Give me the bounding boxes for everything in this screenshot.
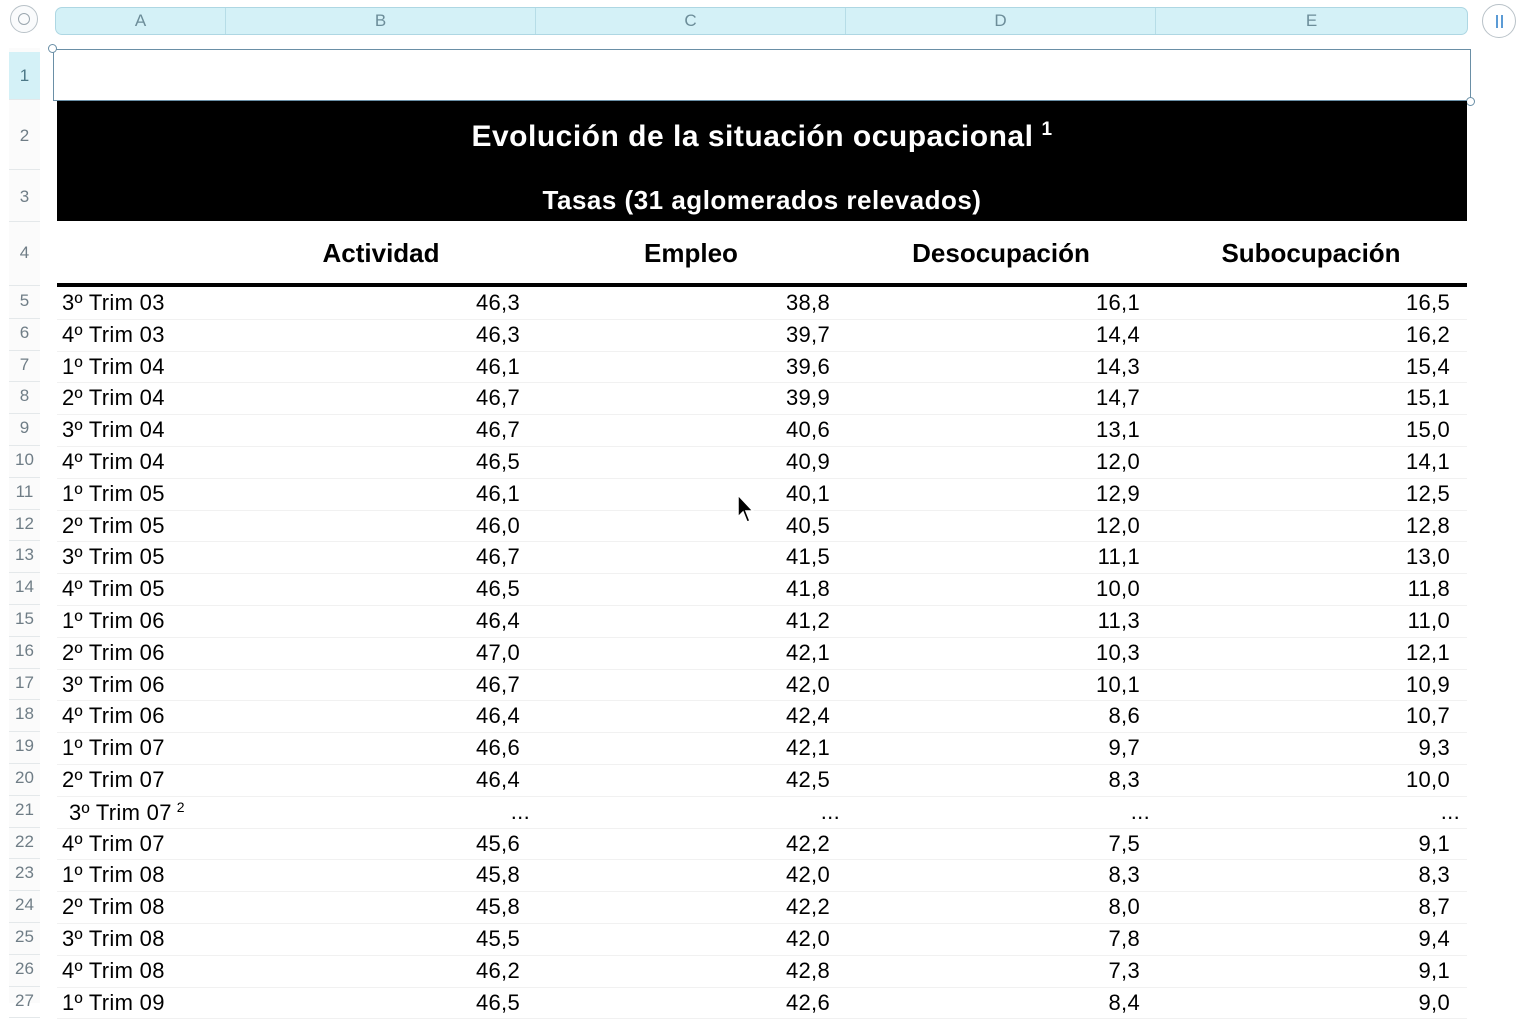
empleo-cell[interactable]: 39,9 [785, 385, 830, 411]
actividad-cell[interactable]: 46,1 [475, 353, 520, 379]
subocupacion-cell[interactable]: 9,1 [1418, 957, 1450, 983]
period-text: 3º Trim 04 [62, 417, 165, 443]
pause-icon [1496, 15, 1498, 28]
column-header-c[interactable]: C [536, 8, 846, 34]
empleo-cell[interactable]: 42,2 [785, 894, 830, 920]
actividad-cell[interactable]: ... [510, 798, 530, 824]
row-gridline [57, 382, 1467, 383]
desocupacion-cell[interactable]: 12,0 [1095, 449, 1140, 474]
selected-row-1[interactable] [53, 49, 1471, 101]
row-header[interactable]: 9 [9, 414, 40, 446]
period-text: 2º Trim 07 [62, 767, 165, 792]
empleo-cell[interactable]: 42,1 [785, 639, 830, 665]
header-actividad: Actividad [322, 238, 440, 268]
desocupacion-cell[interactable]: 8,6 [1108, 703, 1140, 729]
select-all-button[interactable] [10, 5, 38, 33]
row-gridline [57, 319, 1467, 320]
period-label[interactable] [62, 862, 165, 888]
row-header[interactable]: 18 [9, 700, 40, 732]
actividad-cell[interactable]: 46,7 [475, 417, 520, 443]
row-gridline [57, 573, 1467, 574]
row-header[interactable]: 17 [9, 669, 40, 701]
desocupacion-cell[interactable]: 11,1 [1097, 544, 1140, 570]
empleo-cell[interactable]: 41,2 [785, 608, 830, 633]
row-header[interactable]: 22 [9, 828, 40, 860]
subocupacion-cell[interactable]: 11,0 [1407, 608, 1450, 633]
period-label[interactable] [62, 354, 165, 380]
desocupacion-cell[interactable]: 10,0 [1095, 576, 1140, 602]
period-label[interactable] [62, 767, 165, 793]
row-header[interactable]: 24 [9, 891, 40, 923]
row-header[interactable]: 12 [9, 510, 40, 542]
footnote-marker: 2 [176, 798, 185, 815]
period-text: 4º Trim 04 [62, 449, 165, 474]
actividad-cell[interactable]: 46,1 [475, 480, 520, 506]
subocupacion-cell[interactable]: 12,5 [1405, 480, 1450, 506]
row-gridline [57, 859, 1467, 860]
empleo-cell[interactable]: 40,9 [785, 449, 830, 474]
period-text: 4º Trim 05 [62, 576, 165, 602]
period-text: 3º Trim 07 [69, 799, 172, 825]
period-label[interactable] [62, 926, 165, 952]
actividad-cell[interactable]: 46,7 [475, 544, 520, 570]
table-title: Evolución de la situación ocupacional $^1$ [471, 119, 1053, 153]
period-label[interactable] [62, 640, 165, 666]
subocupacion-cell[interactable]: 9,3 [1418, 735, 1450, 761]
desocupacion-cell[interactable]: 12,9 [1095, 480, 1140, 506]
empleo-cell[interactable]: 40,1 [785, 480, 830, 506]
row-gridline [57, 828, 1467, 829]
actividad-cell[interactable]: 45,8 [475, 862, 520, 888]
subocupacion-cell[interactable]: ... [1440, 798, 1460, 824]
desocupacion-cell[interactable]: 12,0 [1095, 512, 1140, 538]
empleo-cell[interactable]: 40,5 [785, 512, 830, 538]
period-label[interactable] [62, 735, 165, 761]
period-label[interactable] [62, 417, 165, 443]
row-gridline [57, 700, 1467, 701]
subocupacion-cell[interactable]: 12,1 [1405, 639, 1450, 665]
period-text: 3º Trim 06 [62, 671, 165, 697]
row-gridline [57, 637, 1467, 638]
period-text: 1º Trim 07 [62, 735, 165, 761]
period-label[interactable] [62, 544, 165, 570]
empleo-cell[interactable]: 42,4 [785, 703, 830, 729]
subocupacion-cell[interactable]: 11,8 [1407, 576, 1450, 602]
desocupacion-cell[interactable]: 14,4 [1095, 321, 1140, 347]
actividad-cell[interactable]: 46,2 [475, 957, 520, 983]
row-gridline [57, 891, 1467, 892]
period-text: 2º Trim 06 [62, 639, 165, 665]
row-header[interactable]: 19 [9, 732, 40, 764]
row-gridline [57, 478, 1467, 479]
row-header[interactable]: 27 [9, 987, 40, 1019]
actividad-cell[interactable]: 46,4 [475, 703, 520, 729]
desocupacion-cell[interactable]: 9,7 [1108, 735, 1140, 761]
row-header[interactable]: 5 [9, 287, 40, 319]
row-gridline [57, 541, 1467, 542]
actividad-cell[interactable]: 46,5 [475, 576, 520, 602]
period-text: 2º Trim 05 [62, 512, 165, 538]
period-label[interactable] [62, 958, 165, 984]
period-label[interactable] [62, 608, 165, 634]
desocupacion-cell[interactable]: 7,3 [1108, 957, 1140, 983]
period-label[interactable] [62, 449, 165, 475]
empleo-cell[interactable]: 38,8 [785, 290, 830, 315]
desocupacion-cell[interactable]: 8,3 [1108, 767, 1140, 792]
empleo-cell[interactable]: 42,6 [785, 989, 830, 1015]
empleo-cell[interactable]: 42,0 [785, 671, 830, 697]
row-header[interactable]: 6 [9, 319, 40, 351]
desocupacion-cell[interactable]: 7,8 [1108, 926, 1140, 951]
period-text: 2º Trim 04 [62, 385, 165, 411]
subocupacion-cell[interactable]: 16,5 [1405, 290, 1450, 315]
period-label[interactable] [62, 481, 165, 507]
desocupacion-cell[interactable]: 10,1 [1095, 671, 1140, 697]
period-text: 1º Trim 06 [62, 608, 165, 633]
desocupacion-cell[interactable]: 8,4 [1108, 989, 1140, 1015]
column-header-bar[interactable] [55, 7, 1468, 35]
subocupacion-cell[interactable]: 10,9 [1405, 671, 1450, 697]
row-header[interactable]: 14 [9, 573, 40, 605]
empleo-cell[interactable]: 42,1 [785, 735, 830, 761]
period-label[interactable] [69, 799, 185, 826]
actividad-cell[interactable]: 46,5 [475, 449, 520, 474]
actividad-cell[interactable]: 46,4 [475, 608, 520, 633]
actividad-cell[interactable]: 45,8 [475, 894, 520, 920]
row-gridline [57, 669, 1467, 670]
row-gridline [57, 351, 1467, 352]
mouse-pointer-icon [736, 493, 756, 525]
row-header[interactable]: 10 [9, 446, 40, 478]
actividad-cell[interactable]: 47,0 [475, 639, 520, 665]
row-header[interactable]: 25 [9, 923, 40, 955]
header-subocupacion: Subocupación [1221, 238, 1401, 268]
row-header[interactable]: 20 [9, 764, 40, 796]
actividad-cell[interactable]: 46,6 [475, 735, 520, 761]
period-label[interactable] [62, 322, 165, 348]
period-text: 3º Trim 03 [62, 290, 165, 315]
period-text: 4º Trim 03 [62, 321, 165, 347]
column-header-b[interactable]: B [226, 8, 536, 34]
header-divider [57, 283, 1467, 287]
empleo-cell[interactable]: 42,8 [785, 957, 830, 983]
column-header-a[interactable]: A [56, 8, 226, 34]
period-label[interactable] [62, 290, 165, 316]
title-band [57, 101, 1467, 221]
period-text: 3º Trim 08 [62, 926, 165, 951]
period-text: 4º Trim 06 [62, 703, 165, 729]
period-text: 1º Trim 08 [62, 862, 165, 888]
row-header[interactable]: 13 [9, 541, 40, 573]
row-header[interactable]: 15 [9, 605, 40, 637]
header-desocupacion: Desocupación [912, 238, 1090, 268]
desocupacion-cell[interactable]: 7,5 [1108, 830, 1140, 856]
resize-handle-top-left[interactable] [48, 44, 57, 53]
empleo-cell[interactable]: 39,6 [785, 353, 830, 379]
desocupacion-cell[interactable]: 10,3 [1095, 639, 1140, 665]
period-label[interactable] [62, 513, 165, 539]
subocupacion-cell[interactable]: 8,3 [1418, 862, 1450, 888]
row-header-1[interactable]: 1 [9, 52, 40, 100]
desocupacion-cell[interactable]: 14,7 [1095, 385, 1140, 411]
desocupacion-cell[interactable]: ... [1130, 798, 1150, 824]
row-header-4[interactable]: 4 [9, 222, 40, 286]
actividad-cell[interactable]: 46,3 [475, 321, 520, 347]
period-label[interactable] [62, 672, 165, 698]
pause-icon [1501, 15, 1503, 28]
freeze-columns-button[interactable] [1482, 4, 1516, 38]
subocupacion-cell[interactable]: 9,1 [1418, 830, 1450, 856]
empleo-cell[interactable]: 41,8 [785, 576, 830, 602]
row-header-2[interactable]: 2 [9, 100, 40, 170]
desocupacion-cell[interactable]: 14,3 [1095, 353, 1140, 379]
column-header-e[interactable]: E [1305, 11, 1318, 30]
actividad-cell[interactable]: 45,5 [475, 926, 520, 951]
actividad-cell[interactable]: 45,6 [475, 830, 520, 856]
desocupacion-cell[interactable]: 8,0 [1108, 894, 1140, 920]
row-header[interactable]: 11 [9, 478, 40, 510]
row-gridline [57, 923, 1467, 924]
period-text: 4º Trim 08 [62, 957, 165, 983]
subocupacion-cell[interactable]: 10,7 [1405, 703, 1450, 729]
row-header-3[interactable]: 3 [9, 170, 40, 222]
subocupacion-cell[interactable]: 8,7 [1418, 894, 1450, 920]
desocupacion-cell[interactable]: 8,3 [1108, 862, 1140, 888]
row-gridline [57, 764, 1467, 765]
empleo-cell[interactable]: 42,0 [785, 862, 830, 888]
period-text: 1º Trim 09 [62, 989, 165, 1015]
resize-handle-bottom-right[interactable] [1466, 97, 1475, 106]
actividad-cell[interactable]: 46,5 [475, 989, 520, 1015]
circle-icon [18, 13, 30, 25]
actividad-cell[interactable]: 46,0 [475, 512, 520, 538]
header-empleo: Empleo [644, 238, 738, 268]
period-label[interactable] [62, 831, 165, 857]
row-header[interactable]: 21 [9, 796, 40, 828]
title-footnote: 1 [1041, 119, 1053, 140]
period-label[interactable] [62, 576, 165, 602]
row-gridline [57, 796, 1467, 797]
period-label[interactable] [62, 894, 165, 920]
period-text: 4º Trim 07 [62, 830, 165, 856]
row-gridline [57, 414, 1467, 415]
table-subtitle: Tasas (31 aglomerados relevados) [542, 185, 982, 215]
subocupacion-cell[interactable]: 14,1 [1405, 449, 1450, 474]
row-gridline [57, 955, 1467, 956]
row-gridline [57, 987, 1467, 988]
period-label[interactable] [62, 703, 165, 729]
subocupacion-cell[interactable]: 10,0 [1405, 767, 1450, 792]
desocupacion-cell[interactable]: 11,3 [1097, 608, 1140, 633]
empleo-cell[interactable]: 42,5 [785, 767, 830, 792]
subocupacion-cell[interactable]: 15,1 [1405, 385, 1450, 411]
actividad-cell[interactable]: 46,3 [475, 290, 520, 315]
row-gridline [57, 732, 1467, 733]
period-text: 3º Trim 05 [62, 544, 165, 570]
desocupacion-cell[interactable]: 16,1 [1095, 290, 1140, 315]
subocupacion-cell[interactable]: 12,8 [1405, 512, 1450, 538]
empleo-cell[interactable]: ... [820, 798, 840, 824]
empleo-cell[interactable]: 39,7 [785, 321, 830, 347]
row-gridline [57, 510, 1467, 511]
period-label[interactable] [62, 385, 165, 411]
period-text: 1º Trim 04 [62, 353, 165, 379]
row-header[interactable]: 7 [9, 351, 40, 383]
desocupacion-cell[interactable]: 13,1 [1095, 417, 1140, 443]
row-gridline [57, 605, 1467, 606]
period-text: 2º Trim 08 [62, 894, 165, 920]
empleo-cell[interactable]: 42,2 [785, 830, 830, 856]
row-gridline [57, 446, 1467, 447]
subocupacion-cell[interactable]: 9,0 [1418, 989, 1450, 1015]
subocupacion-cell[interactable]: 15,0 [1405, 417, 1450, 443]
row-header[interactable]: 23 [9, 859, 40, 891]
actividad-cell[interactable]: 46,4 [475, 767, 520, 792]
empleo-cell[interactable]: 41,5 [785, 544, 830, 570]
subocupacion-cell[interactable]: 15,4 [1405, 353, 1450, 379]
actividad-cell[interactable]: 46,7 [475, 671, 520, 697]
subocupacion-cell[interactable]: 9,4 [1418, 926, 1450, 951]
column-header-d[interactable]: D [846, 8, 1156, 34]
empleo-cell[interactable]: 40,6 [785, 417, 830, 443]
empleo-cell[interactable]: 42,0 [785, 926, 830, 951]
subocupacion-cell[interactable]: 13,0 [1405, 544, 1450, 570]
row-header[interactable]: 26 [9, 955, 40, 987]
period-text: 1º Trim 05 [62, 480, 165, 506]
subocupacion-cell[interactable]: 16,2 [1405, 321, 1450, 347]
row-header[interactable]: 16 [9, 637, 40, 669]
actividad-cell[interactable]: 46,7 [475, 385, 520, 411]
row-header[interactable]: 8 [9, 382, 40, 414]
